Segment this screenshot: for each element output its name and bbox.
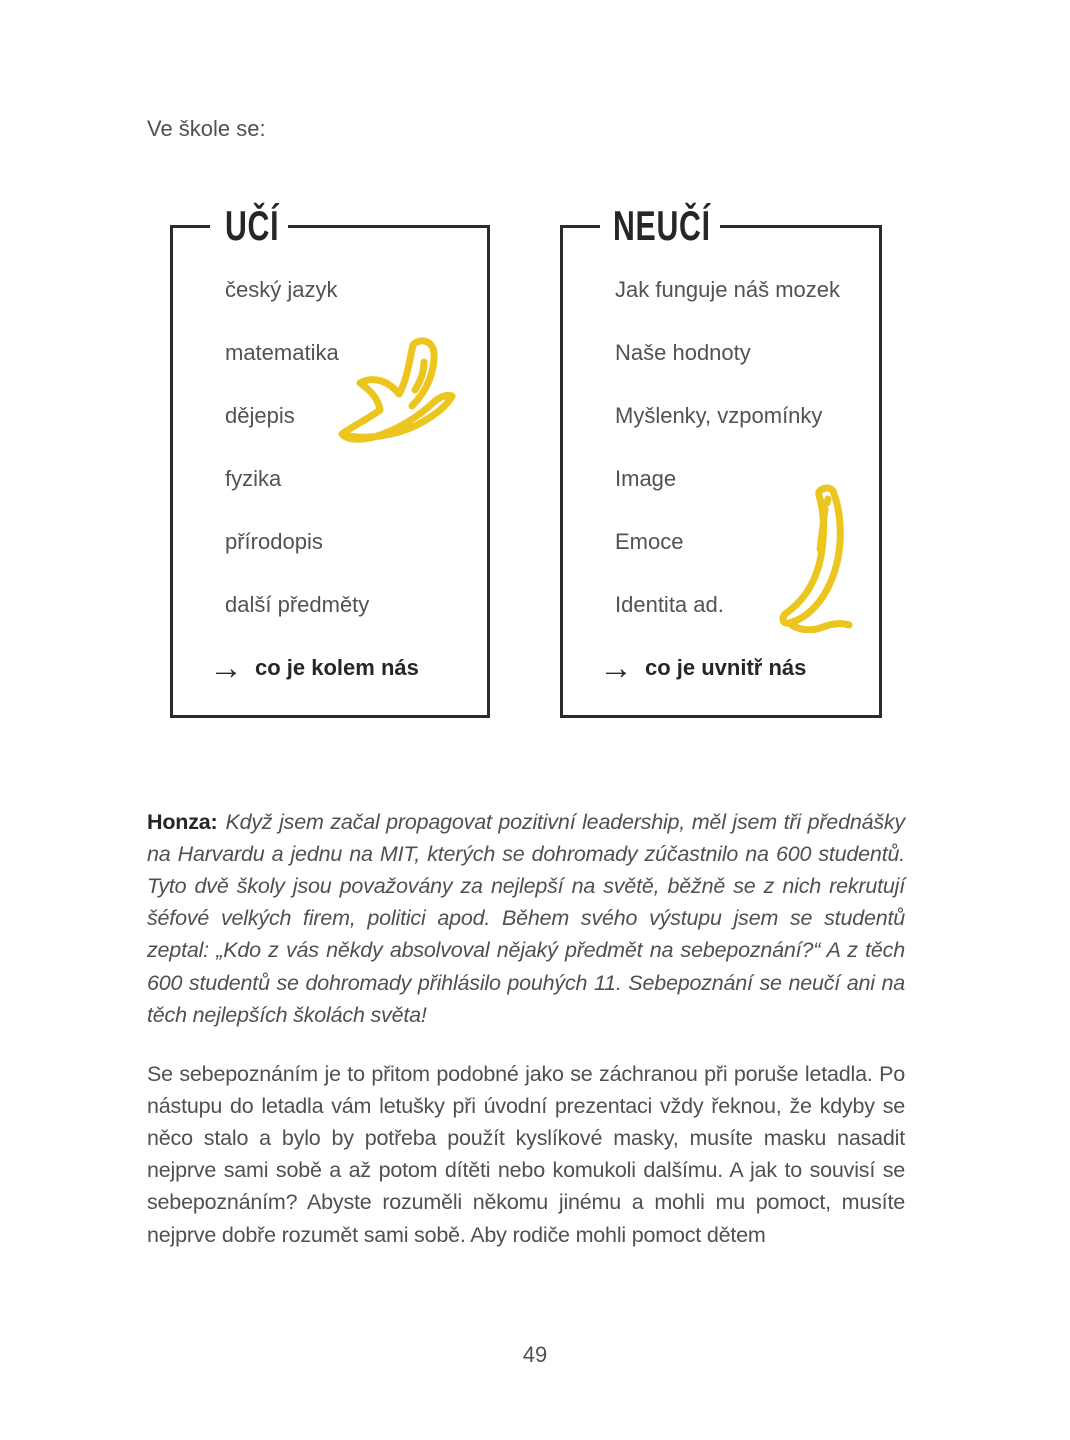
page-number: 49 (522, 1342, 548, 1367)
box-border-segment (560, 225, 600, 228)
speaker-label: Honza: (147, 809, 218, 834)
list-item: Myšlenky, vzpomínky (615, 403, 823, 428)
taught-box-title: UČÍ (225, 202, 280, 249)
list-item: Image (615, 466, 677, 491)
arrow-icon: → (209, 649, 243, 687)
not-taught-box (560, 202, 882, 718)
peeled-banana-icon (333, 335, 463, 458)
box-border-segment (288, 225, 490, 228)
taught-box (170, 202, 490, 718)
conclusion-text: co je uvnitř nás (645, 655, 807, 680)
list-item: dějepis (225, 403, 295, 428)
list-item: další předměty (225, 592, 370, 617)
list-item: Identita ad. (615, 592, 724, 617)
intro-text: Ve škole se: (147, 116, 266, 141)
list-item: český jazyk (225, 277, 338, 302)
list-item: fyzika (225, 466, 282, 491)
arrow-icon: → (599, 649, 633, 687)
honza-paragraph (147, 806, 905, 1031)
not-taught-conclusion (599, 649, 807, 687)
whole-banana-icon (773, 483, 878, 638)
box-border-segment (170, 225, 210, 228)
box-border-segment (720, 225, 882, 228)
list-item: matematika (225, 340, 339, 365)
taught-conclusion (209, 649, 419, 687)
honza-quote-text: Když jsem začal propagovat pozitivní leadership, měl jsem tři přednášky na Harvardu a jednu na MIT, kterých se dohromady zúčastnilo na 600 studentů. Tyto dvě školy jsou považovány za nejlepší na světě, běžně se z nich rekrutují šéfové velkých firem, politici apod. Během svého výstupu jsem se studentů zeptal: „Kdo z vás někdy absolvoval nějaký předmět na sebepoznání?“ A z těch 600 studentů se dohromady přihlásilo pouhých 11. Sebepoznání se neučí ani na těch nejlepších školách světa! (147, 809, 905, 1027)
list-item: Emoce (615, 529, 684, 554)
conclusion-text: co je kolem nás (255, 655, 419, 680)
not-taught-box-title: NEUČÍ (613, 202, 711, 249)
list-item: Naše hodnoty (615, 340, 751, 365)
body-paragraph: Se sebepoznáním je to přitom podobné jako se záchranou při poruše letadla. Po nástupu do letadla vám letušky při úvodní prezentaci vždy řeknou, že kdyby se něco stalo a bylo by potřeba použít kyslíkové masky, musíte masku nasadit nejprve sami sobě a až potom dítěti nebo komukoli dalšímu. A jak to souvisí se sebepoznáním? Abyste rozuměli někomu jinému a mohli mu pomoct, musíte nejprve dobře rozumět sami sobě. Aby rodiče mohli pomoct dětem (147, 1061, 905, 1247)
list-item: Jak funguje náš mozek (615, 277, 841, 302)
list-item: přírodopis (225, 529, 323, 554)
